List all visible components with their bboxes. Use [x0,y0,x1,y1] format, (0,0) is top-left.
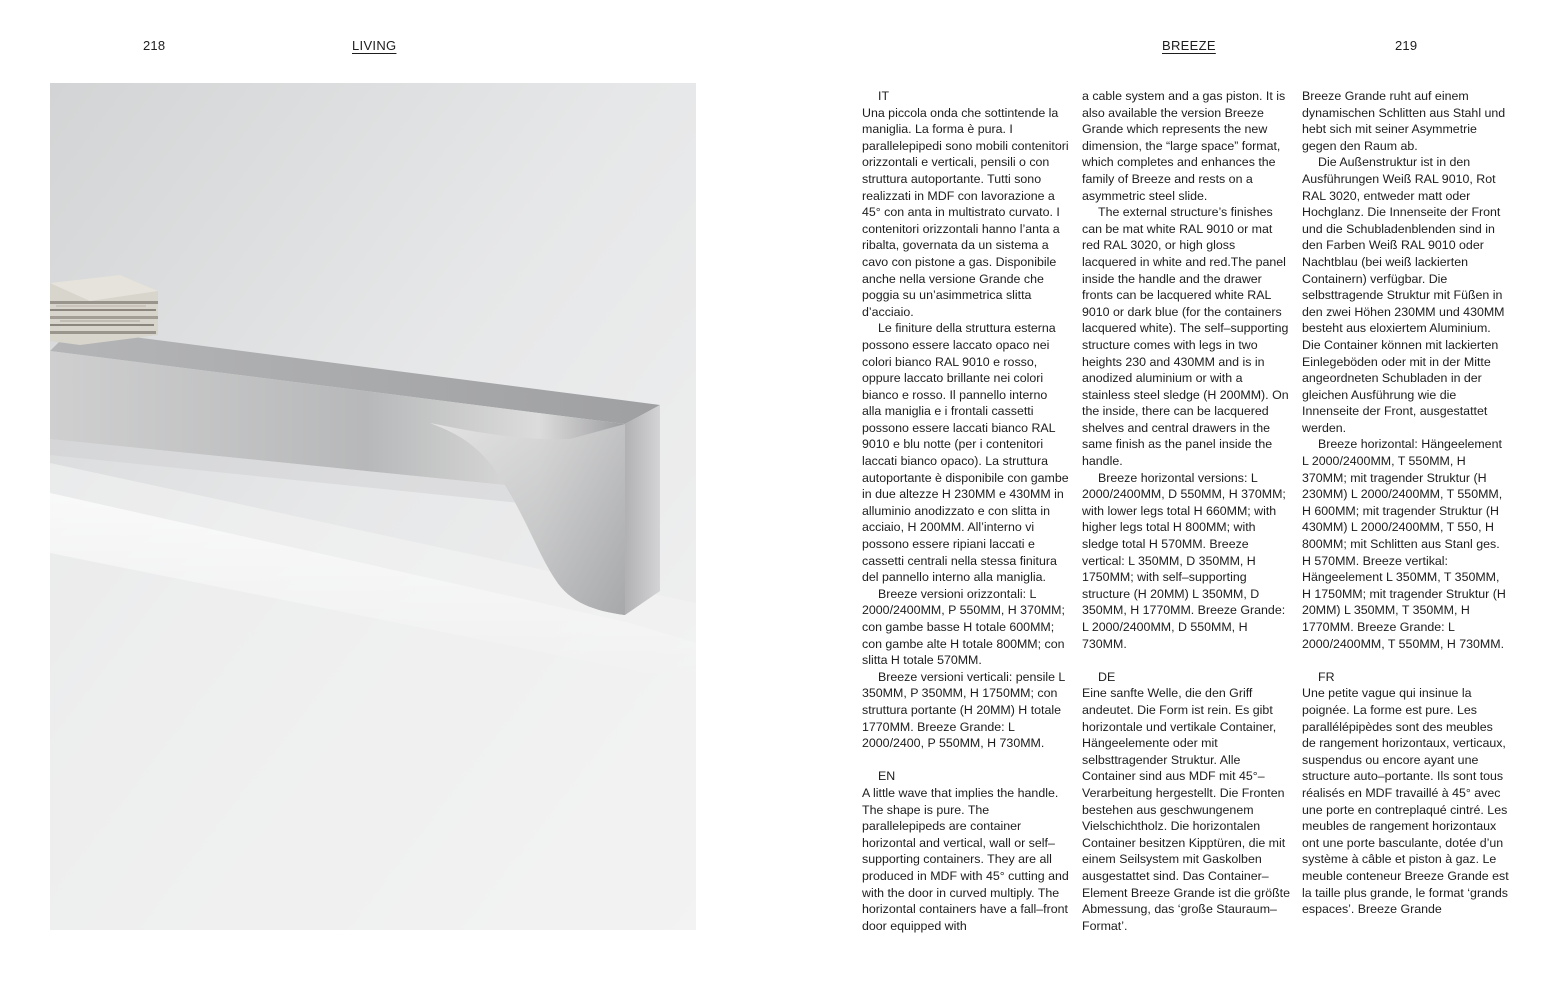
newspaper-stack [50,275,158,345]
de-heading: DE [1098,669,1116,684]
it-paragraph-3: Breeze versioni orizzontali: L 2000/2400MM, P 550MM, H 370MM; con gambe basse H totale 600MM; con gambe alte H totale 800MM; con slitta H totale 570MM. [862,586,1065,668]
cabinet-side [625,405,660,615]
en-paragraph-3: Breeze horizontal versions: L 2000/2400MM, D 550MM, H 370MM; with lower legs total H 660MM; with higher legs total H 800MM; with sledge total H 570MM. Breeze vertical: L 350MM, D 350MM, H 1750MM; with self–supporting structure (H 20MM) L 350MM, D 350MM, H 1770MM. Breeze Grande: L 2000/2400MM, D 550MM, H 730MM. [1082,470,1286,651]
left-section-title: LIVING [352,38,397,53]
en-heading: EN [878,769,896,784]
product-photo [50,83,696,930]
right-section-title: BREEZE [1162,38,1216,53]
it-heading: IT [878,89,890,103]
left-page-number: 218 [143,38,166,53]
text-column-1 [862,88,1070,934]
fr-paragraph-1: Une petite vague qui insinue la poignée. La forme est pure. Les parallélépipèdes sont des meubles de rangement horizontaux, verticaux, suspendus ou encore ayant une structure auto–portante. Ils sont tous réalisés en MDF travaillé à 45° avec une porte en contreplaqué cintré. Les meubles de rangement horizontaux ont une porte basculante, dotée d’un système à câble et piston à gaz. Le meuble conteneur Breeze Grande est la taille plus grande, le format ‘grands espaces’. Breeze Grande [1302,686,1509,917]
en-paragraph-1-continued: a cable system and a gas piston. It is also available the version Breeze Grande which represents the new dimension, the “large space” format, which completes and enhances the family of Breeze and rests on a asymmetric steel slide. [1082,89,1286,203]
de-paragraph-1: Eine sanfte Welle, die den Griff andeutet. Die Form ist rein. Es gibt horizontale und vertikale Container, Hängeelemente oder mit selbsttragender Struktur. Alle Container sind aus MDF mit 45°–Verarbeitung hergestellt. Die Fronten bestehen aus geschwungenem Vielschichtholz. Die horizontalen Container besitzen Kipptüren, die mit einem Seilsystem mit Gaskolben ausgestattet sind. Das Container–Element Breeze Grande ist die größte Abmessung, das ‘große Stauraum–Format’. [1082,686,1290,933]
de-paragraph-2: Die Außenstruktur ist in den Ausführungen Weiß RAL 9010, Rot RAL 3020, entweder matt oder Hochglanz. Die Innenseite der Front und die Schubladenblenden sind in den Farben Weiß RAL 9010 oder Nachtblau (bei weiß lackierten Containern) verfügbar. Die selbsttragende Struktur mit Füßen in den zwei Höhen 230MM und 430MM besteht aus eloxiertem Aluminium. Die Container können mit lackierten Einlegeböden oder mit in der Mitte angeordneten Schubladen in der gleichen Ausführung wie die Innenseite der Front, ausgestattet werden. [1302,155,1505,435]
en-paragraph-2: The external structure’s finishes can be mat white RAL 9010 or mat red RAL 3020, or high gloss lacquered in white and red.The panel inside the handle and the drawer fronts can be lacquered white RAL 9010 or dark blue (for the containers lacquered white). The self–supporting structure comes with legs in two heights 230 and 430MM and is in anodized aluminium or with a stainless steel sledge (H 200MM). On the inside, there can be lacquered shelves and central drawers in the same finish as the panel inside the handle. [1082,205,1289,469]
text-column-3 [1302,88,1510,918]
it-paragraph-2: Le finiture della struttura esterna possono essere laccato opaco nei colori bianco RAL 9010 e rosso, oppure laccato brillante nei colori bianco e rosso. Il pannello interno alla maniglia e i frontali cassetti possono essere laccati bianco RAL 9010 e blu notte (per i contenitori laccati bianco opaco). La struttura autoportante è disponibile con gambe in due altezze H 230MM e 430MM in alluminio anodizzato e con slitta in acciaio, H 200MM. All’interno vi possono essere ripiani laccati e cassetti centrali nella stessa finitura del pannello interno alla maniglia. [862,321,1069,585]
right-page-number: 219 [1395,38,1418,53]
de-paragraph-3: Breeze horizontal: Hängeelement L 2000/2400MM, T 550MM, H 370MM; mit tragender Struktur (H 230MM) L 2000/2400MM, T 550MM, H 600MM; mit tragender Struktur (H 430MM) L 2000/2400MM, T 550, H 800MM; mit Schlitten aus Stanl ges. H 570MM. Breeze vertikal: Hängeelement L 350MM, T 350MM, H 1750MM; mit tragender Struktur (H 20MM) L 350MM, T 350MM, H 1770MM. Breeze Grande: L 2000/2400MM, T 550MM, H 730MM. [1302,437,1506,651]
de-paragraph-1-continued: Breeze Grande ruht auf einem dynamischen Schlitten aus Stahl und hebt sich mit seiner Asymmetrie gegen den Raum ab. [1302,89,1506,153]
en-paragraph-1: A little wave that implies the handle. The shape is pure. The parallelepipeds are container horizontal and vertical, wall or self–supporting containers. They are all produced in MDF with 45° cutting and with the door in curved multiply. The horizontal containers have a fall–front door equipped with [862,785,1069,933]
text-column-2 [1082,88,1290,934]
fr-heading: FR [1318,669,1335,684]
it-paragraph-4: Breeze versioni verticali: pensile L 350MM, P 350MM, H 1750MM; con struttura portante (H 20MM) H totale 1770MM. Breeze Grande: L 2000/2400, P 550MM, H 730MM. [862,669,1065,751]
cabinet-illustration [50,83,696,930]
it-paragraph-1: Una piccola onda che sottintende la maniglia. La forma è pura. I parallelepipedi sono mobili contenitori orizzontali e verticali, pensili o con struttura autoportante. Tutti sono realizzati in MDF con lavorazione a 45° con anta in multistrato curvato. I contenitori orizzontali hanno l’anta a ribalta, governata da un sistema a cavo con pistone a gas. Disponibile anche nella versione Grande che poggia su un’asimmetrica slitta d’acciaio. [862,105,1069,319]
